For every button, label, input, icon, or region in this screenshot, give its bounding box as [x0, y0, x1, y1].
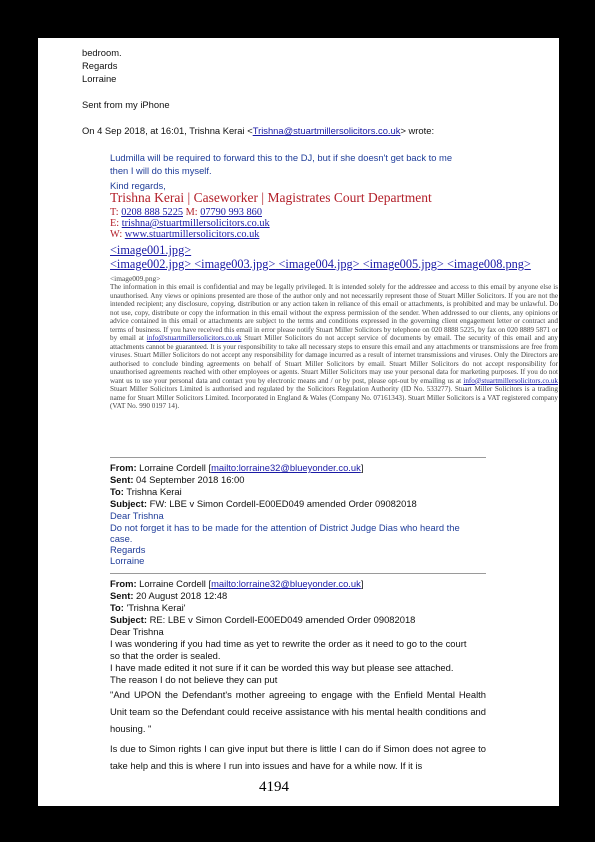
msg3-from-name: Lorraine Cordell [	[139, 578, 212, 589]
msg3-paragraph: Is due to Simon rights I can give input but there is little I can do if Simon does not agree to take help and this is where I run into issues and have for a while now. If it is	[110, 743, 486, 771]
disclaimer-email-link-1[interactable]: info@stuartmillersolicitors.co.uk	[146, 334, 242, 342]
document-page	[38, 38, 559, 806]
msg3-subject-label: Subject:	[110, 614, 147, 625]
msg3-sent-line	[110, 590, 227, 601]
text-sent-from-iphone: Sent from my iPhone	[82, 99, 170, 110]
msg2-subject-value: FW: LBE v Simon Cordell-E00ED049 amended Order 09082018	[149, 498, 417, 509]
text-regards: Regards	[82, 60, 118, 71]
text-lorraine: Lorraine	[82, 73, 117, 84]
text-bedroom: bedroom.	[82, 47, 122, 58]
msg2-body-3: case.	[110, 533, 133, 544]
msg3-to-value: 'Trishna Kerai'	[126, 602, 186, 613]
attachment-image001[interactable]: <image001.jpg>	[110, 243, 192, 257]
msg2-sent-line	[110, 474, 244, 485]
mob-label: M:	[185, 207, 198, 218]
msg3-subject-value: RE: LBE v Simon Cordell-E00ED049 amended Order 09082018	[149, 614, 416, 625]
email-label: E:	[110, 218, 120, 229]
signature-email-link[interactable]: trishna@stuartmillersolicitors.co.uk	[121, 218, 270, 229]
msg2-from-label: From:	[110, 462, 137, 473]
mob-link[interactable]: 07790 993 860	[200, 207, 262, 218]
msg3-from-line	[110, 578, 363, 589]
msg3-body-1: Dear Trishna	[110, 626, 164, 637]
msg2-body-5: Lorraine	[110, 555, 145, 566]
msg2-sent-value: 04 September 2018 16:00	[136, 474, 245, 485]
signature-web-link[interactable]: www.stuartmillersolicitors.co.uk	[124, 229, 260, 240]
msg2-subject-label: Subject:	[110, 498, 147, 509]
msg3-sent-label: Sent:	[110, 590, 134, 601]
attachment-image008[interactable]: <image008.png>	[446, 257, 531, 271]
quoted-message-line-1: Ludmilla will be required to forward this to the DJ, but if she doesn't get back to me	[110, 152, 453, 163]
legal-disclaimer	[110, 283, 558, 411]
attachment-image003[interactable]: <image003.jpg>	[194, 257, 276, 271]
msg2-subject-line	[110, 498, 417, 509]
msg3-body-5: The reason I do not believe they can put	[110, 674, 278, 685]
web-label: W:	[110, 229, 123, 240]
signature-phone-line	[110, 207, 262, 219]
on-date-prefix: On 4 Sep 2018, at 16:01, Trishna Kerai <	[82, 125, 253, 136]
msg2-sent-label: Sent:	[110, 474, 134, 485]
disclaimer-part-a: The information in this email is confidential and may be legally privileged. It is intended solely for the addressee and access to this email by anyone else is unauthorised. Any views or opinions presented are those of the author only and not necessarily represent those of Stuart Miller Solicitors. If you are not the intended recipient; any disclosure, copying, distribution or any action taken in reliance of this email or attachments, is prohibited and may be unlawful. Do not use, copy, distribute or copy the information in this email without the express permission of the sender. When addressed to our clients, any opinions or advice contained in this email or attachments are subject to the terms and conditions expressed in the governing client engagement letter or contract and terms of business. If you have received this email in error please notify Stuart Miller Solicitors by telephone on 020 8888 5225, by fax on 020 8889 5871 or by email at	[110, 283, 558, 342]
msg2-body-4: Regards	[110, 544, 146, 555]
msg3-to-label: To:	[110, 602, 124, 613]
on-date-email-link[interactable]: Trishna@stuartmillersolicitors.co.uk	[252, 125, 401, 136]
msg2-mailto-link[interactable]: mailto:lorraine32@blueyonder.co.uk	[211, 462, 361, 473]
quoted-message-line-2: then I will do this myself.	[110, 165, 212, 176]
signature-email-line	[110, 218, 270, 230]
divider-2	[110, 573, 486, 574]
msg2-from-name: Lorraine Cordell [	[139, 462, 212, 473]
msg2-to-line	[110, 486, 182, 497]
kind-regards: Kind regards,	[110, 180, 166, 191]
msg3-from-close: ]	[360, 578, 364, 589]
disclaimer-part-b: Stuart Miller Solicitors do not accept service of documents by email. The security of this email and any attachments cannot be guaranteed. It is your responsibility to take all necessary steps to ensure this email and any attachments or transmissions are free from viruses. Stuart Miller Solicitors do not accept any responsibility for damage incurred as a result of internet transmissions and viruses. Only the Directors are authorised to conclude binding agreements on behalf of Stuart Miller Solicitors by email. Stuart Miller Solicitors do not accept responsibility for unauthorised agreements reached with other employees or agents. Stuart Miller Solicitors may use your personal data for marketing purposes. If you do not want us to use your personal data and contact you by electronic means and / or by post, please opt-out by emailing us at	[110, 334, 559, 385]
on-date-suffix: > wrote:	[400, 125, 435, 136]
signature-web-line	[110, 229, 259, 241]
msg2-body-2: Do not forget it has to be made for the attention of District Judge Dias who heard the	[110, 522, 460, 533]
msg3-sent-value: 20 August 2018 12:48	[136, 590, 228, 601]
msg3-body-2: I was wondering if you had time as yet to rewrite the order as it need to go to the court	[110, 638, 467, 649]
tel-label: T:	[110, 207, 119, 218]
tel-link[interactable]: 0208 888 5225	[121, 207, 183, 218]
msg3-body-4: I have made edited it not sure if it can be worded this way but please see attached.	[110, 662, 454, 673]
on-date-line	[82, 125, 434, 136]
attachment-image009: <image009.png>	[110, 274, 161, 283]
msg3-quote: "And UPON the Defendant's mother agreeing to engage with the Enfield Mental Health Unit team so the Defendant could receive assistance with his mental health conditions and housing. "	[110, 689, 486, 734]
attachment-image002[interactable]: <image002.jpg>	[110, 257, 192, 271]
msg3-subject-line	[110, 614, 415, 625]
divider-1	[110, 457, 486, 458]
attachment-image004[interactable]: <image004.jpg>	[278, 257, 360, 271]
msg2-from-close: ]	[360, 462, 364, 473]
attachment-row	[110, 257, 531, 272]
msg2-to-value: Trishna Kerai	[126, 486, 182, 497]
disclaimer-email-link-2[interactable]: info@stuartmillersolicitors.co.uk	[463, 376, 558, 385]
msg3-from-label: From:	[110, 578, 137, 589]
disclaimer-part-c: Stuart Miller Solicitors Limited is authorised and regulated by the Solicitors Regulation Authority (ID No. 533277). Stuart Miller Solicitors is a trading name for Stuart Miller Solicitors Limited. Incorporated in England & Wales (Company No. 07161343). Stuart Miller Solicitors is a VAT registered company (VAT No. 990 0197 14).	[110, 385, 558, 410]
attachment-image005[interactable]: <image005.jpg>	[362, 257, 444, 271]
msg2-to-label: To:	[110, 486, 124, 497]
msg3-body-3: so that the order is sealed.	[110, 650, 221, 661]
msg3-to-line	[110, 602, 185, 613]
msg3-mailto-link[interactable]: mailto:lorraine32@blueyonder.co.uk	[211, 578, 361, 589]
msg2-from-line	[110, 462, 363, 473]
signature-title: Trishna Kerai | Caseworker | Magistrates Court Department	[110, 190, 432, 205]
page-number: 4194	[259, 779, 289, 795]
msg2-body-1: Dear Trishna	[110, 510, 164, 521]
